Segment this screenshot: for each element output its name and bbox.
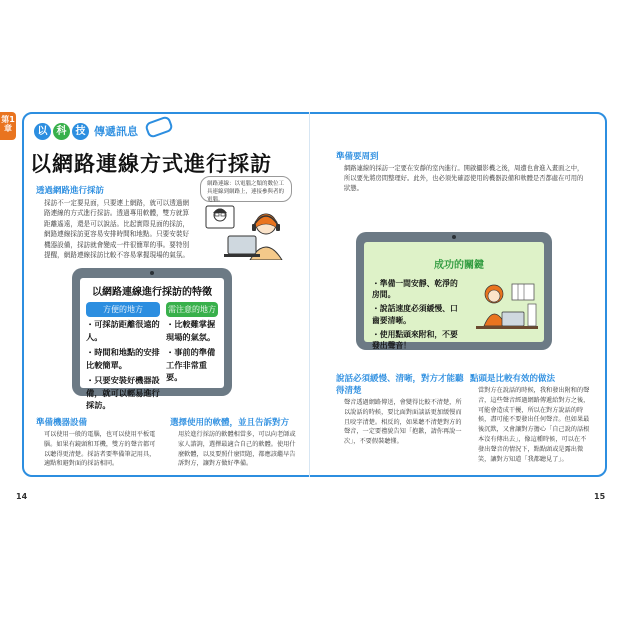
section-header-label: 傳遞訊息 <box>94 125 138 138</box>
subhead-equipment: 準備機器設備 <box>36 418 88 428</box>
section-header <box>34 121 138 141</box>
paragraph-speak-clearly: 聲音透過網路傳送，會變得比較不清楚，所以說話的時候，要比面對面談話更加緩慢而且咬字清楚。相反的，如果聽不清楚對方的聲音，一定要禮貌告知「抱歉，請你再說一次」，不要假裝聽懂。 <box>344 399 462 446</box>
keys-list <box>372 278 462 354</box>
list-item: ・說話速度必須緩慢、口齒要清晰。 <box>372 304 458 325</box>
pros-header: 方便的地方 <box>86 302 160 317</box>
camera-icon <box>150 271 154 275</box>
list-item: ・事前的準備工作非常重要。 <box>166 347 216 382</box>
tablet-keys-title: 成功的關鍵 <box>434 260 484 271</box>
chapter-tab: 第1章 <box>0 112 16 140</box>
video-call-illustration <box>200 200 292 260</box>
tablet-screen <box>364 242 544 351</box>
paragraph-equipment: 可以使用一般的電腦，也可以使用平板電腦。如果有鏡頭和耳機，雙方的聲音都可以聽得更清楚。採訪者要準備筆記用具，適點和避對面的採訪相同。 <box>44 431 156 468</box>
paragraph-nodding: 當對方在說話的時候，我和發出附和的聲音，這些聲音經過網路傳遞給對方之後，可能會造成干擾，所以在對方說話的時候，盡可能不要發出任何聲音。但如果最後沉默，又會讓對方擔心「自己說的話根本沒有傳出去」，像這種時候，可以在不發出聲音的情況下，點點頭或是露出微笑，讓對方知道「我都聽見了」。 <box>478 387 590 463</box>
paragraph-software: 用於進行採訪的軟體相當多，可以向老師或家人諮詢，選擇最適合自己的軟體。使用什麼軟體，以及要照什麼問題，都應該繼早告訴對方，讓對方做好準備。 <box>178 431 296 468</box>
subhead-speak-clearly: 說話必須緩慢、清晰，對方才能聽得清楚 <box>336 374 464 396</box>
page-number-right: 15 <box>594 492 606 501</box>
page-title: 以網路連線方式進行採訪 <box>30 152 272 176</box>
tablet-features-title: 以網路連線進行採訪的特徵 <box>92 287 212 298</box>
section-badge: 以 <box>34 123 51 140</box>
person-at-desk-illustration <box>472 276 542 340</box>
page-spine <box>309 112 310 477</box>
list-item: ・只要安裝好機器設備，就可以輕易進行採訪。 <box>86 375 160 410</box>
cons-header: 需注意的地方 <box>166 302 218 317</box>
list-item: ・時間和地點的安排比較簡單。 <box>86 347 160 370</box>
subhead-preparation: 準備要周到 <box>336 152 379 162</box>
cons-list <box>166 318 220 387</box>
page-number-left: 14 <box>16 492 28 501</box>
section-badge: 科 <box>53 123 70 140</box>
list-item: ・準備一間安靜、乾淨的房間。 <box>372 279 458 300</box>
list-item: ・使用點頭來附和，不要發出聲音！ <box>372 329 458 351</box>
tablet-features <box>72 268 232 410</box>
tablet-keys <box>356 232 552 350</box>
section-badge: 技 <box>72 123 89 140</box>
subhead-online-interview: 透過網路進行採訪 <box>36 186 105 196</box>
tablet-screen <box>80 278 224 410</box>
pros-list <box>86 318 164 415</box>
list-item: ・可採訪距離很遠的人。 <box>86 319 160 342</box>
list-item: ・比較難掌握現場的氣氛。 <box>166 319 216 342</box>
subhead-nodding: 點頭是比較有效的做法 <box>470 374 556 384</box>
paragraph-preparation: 網路連線的採訪一定要在安靜的室內進行。開啟攝影機之後，周遭也會進入畫面之中，所以要先將房間整理好。此外，也必須先確認使用的機器設備和軟體是否都處在可用的狀態。 <box>344 165 584 192</box>
paragraph-online-interview: 採訪不一定要見面，只要連上網路，就可以透過網路連線的方式進行採訪。透過專用軟體，雙方就算距離遙遠，還是可以說話。比起實際見面的採訪，網路連線採訪更容易安排時間和地點。只要安裝好機器設備，採訪就會變成一件很簡單的事。要特別提醒，網路連線採訪比較不容易掌握現場的氣氛。 <box>44 199 190 260</box>
definition-bubble: 網路連線：以電腦之類的數位工具連線到網路上，連接參與者的電腦。 <box>200 176 292 202</box>
camera-icon <box>452 235 456 239</box>
subhead-software: 選擇使用的軟體，並且告訴對方 <box>170 418 290 428</box>
